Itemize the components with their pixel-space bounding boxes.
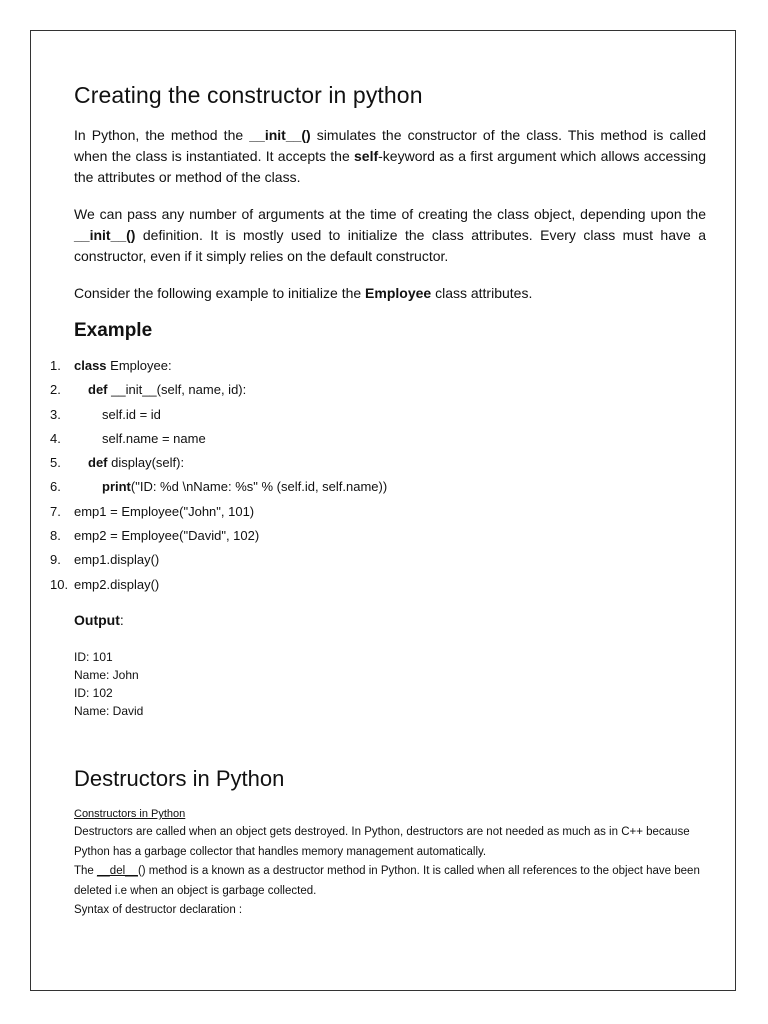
line-number: 10. bbox=[50, 576, 69, 592]
text-segment: self bbox=[354, 148, 379, 164]
code-text bbox=[74, 577, 159, 592]
line-number: 6. bbox=[50, 479, 61, 495]
text-segment: -keyword as a first argument which allows accessing the attributes or method of the class. bbox=[74, 148, 706, 185]
line-number: 5. bbox=[50, 455, 61, 471]
line-number: 9. bbox=[50, 552, 61, 568]
code-line bbox=[50, 548, 690, 572]
code-line bbox=[50, 354, 690, 378]
output-label-colon: : bbox=[119, 612, 124, 628]
destructor-section bbox=[74, 766, 706, 921]
line-number: 2. bbox=[50, 382, 61, 398]
code-token: self.id = id bbox=[102, 406, 161, 422]
paragraph-del-method bbox=[74, 862, 706, 901]
code-text bbox=[74, 504, 254, 519]
line-number: 7. bbox=[50, 503, 61, 519]
del-prefix: The bbox=[74, 865, 98, 877]
code-token: self.name = name bbox=[102, 430, 206, 446]
code-text bbox=[74, 358, 172, 373]
output-line: ID: 101 bbox=[74, 650, 113, 664]
section-title-constructor: Creating the constructor in python bbox=[74, 82, 423, 108]
text-segment: We can pass any number of arguments at the time of creating the class object, depending upon the bbox=[74, 206, 706, 222]
del-keyword: __del__ bbox=[97, 865, 138, 877]
code-text bbox=[74, 382, 246, 397]
code-text bbox=[74, 552, 159, 567]
text-segment: class attributes. bbox=[431, 285, 533, 301]
code-token: def bbox=[88, 382, 108, 398]
code-line bbox=[50, 427, 690, 451]
example-heading: Example bbox=[74, 320, 153, 341]
output-label bbox=[74, 612, 143, 628]
text-segment: __init__() bbox=[249, 127, 311, 143]
output-line: ID: 102 bbox=[74, 686, 113, 700]
text-segment: definition. It is mostly used to initialize the class attributes. Every class must have a constructor, even if it simply relies on the default constructor. bbox=[74, 227, 706, 264]
output-lines bbox=[74, 648, 143, 720]
code-line bbox=[50, 378, 690, 402]
del-rest: () method is a known as a destructor method in Python. It is called when all references to the object have been deleted i.e when an object is garbage collected. bbox=[74, 865, 700, 897]
output-label-text: Output bbox=[74, 612, 120, 628]
code-line bbox=[50, 475, 690, 499]
code-token: Employee: bbox=[106, 358, 172, 373]
output-line: Name: David bbox=[74, 704, 144, 718]
paragraph-arguments bbox=[74, 204, 706, 267]
output-block bbox=[74, 612, 143, 720]
code-line bbox=[50, 403, 690, 427]
line-number: 1. bbox=[50, 358, 61, 373]
code-text bbox=[74, 528, 259, 543]
code-token: print bbox=[102, 479, 131, 495]
output-line: Name: John bbox=[74, 668, 139, 682]
line-number: 4. bbox=[50, 430, 61, 446]
code-token: emp2.display() bbox=[74, 576, 160, 592]
paragraph-destructors-called: Destructors are called when an object gets destroyed. In Python, destructors are not needed as much as in C++ because Python has a garbage collector that handles memory management automatically. bbox=[74, 826, 690, 858]
code-token: def bbox=[88, 455, 108, 471]
text-segment: In Python, the method the bbox=[74, 127, 250, 143]
code-text bbox=[74, 431, 206, 446]
text-segment: __init__() bbox=[74, 227, 136, 243]
code-line bbox=[50, 500, 690, 524]
line-number: 3. bbox=[50, 406, 61, 422]
code-line bbox=[50, 573, 690, 597]
text-segment: Consider the following example to initialize the bbox=[74, 285, 366, 301]
code-line bbox=[50, 451, 690, 475]
paragraph-syntax: Syntax of destructor declaration : bbox=[74, 904, 243, 916]
code-text bbox=[74, 455, 184, 470]
constructors-link[interactable]: Constructors in Python bbox=[74, 808, 186, 820]
code-token: class bbox=[74, 358, 107, 373]
paragraph-consider-example bbox=[74, 283, 706, 304]
code-token: __init__(self, name, id): bbox=[107, 382, 247, 398]
section-title-destructor: Destructors in Python bbox=[74, 766, 285, 791]
code-token: emp2 = Employee("David", 102) bbox=[74, 528, 260, 544]
paragraph-init-method bbox=[74, 125, 706, 188]
code-token: emp1 = Employee("John", 101) bbox=[74, 503, 255, 519]
code-text bbox=[74, 479, 387, 494]
line-number: 8. bbox=[50, 528, 61, 544]
text-segment: Employee bbox=[365, 285, 432, 301]
code-token: emp1.display() bbox=[74, 552, 160, 568]
code-token: ("ID: %d \nName: %s" % (self.id, self.name)) bbox=[130, 479, 388, 495]
text-segment: simulates the constructor of the class. This method is called when the class is instantiated. It accepts the bbox=[74, 127, 706, 164]
code-example-list bbox=[50, 354, 690, 597]
constructor-section bbox=[74, 82, 706, 350]
code-line bbox=[50, 524, 690, 548]
code-token: display(self): bbox=[107, 455, 185, 471]
code-text bbox=[74, 407, 161, 422]
